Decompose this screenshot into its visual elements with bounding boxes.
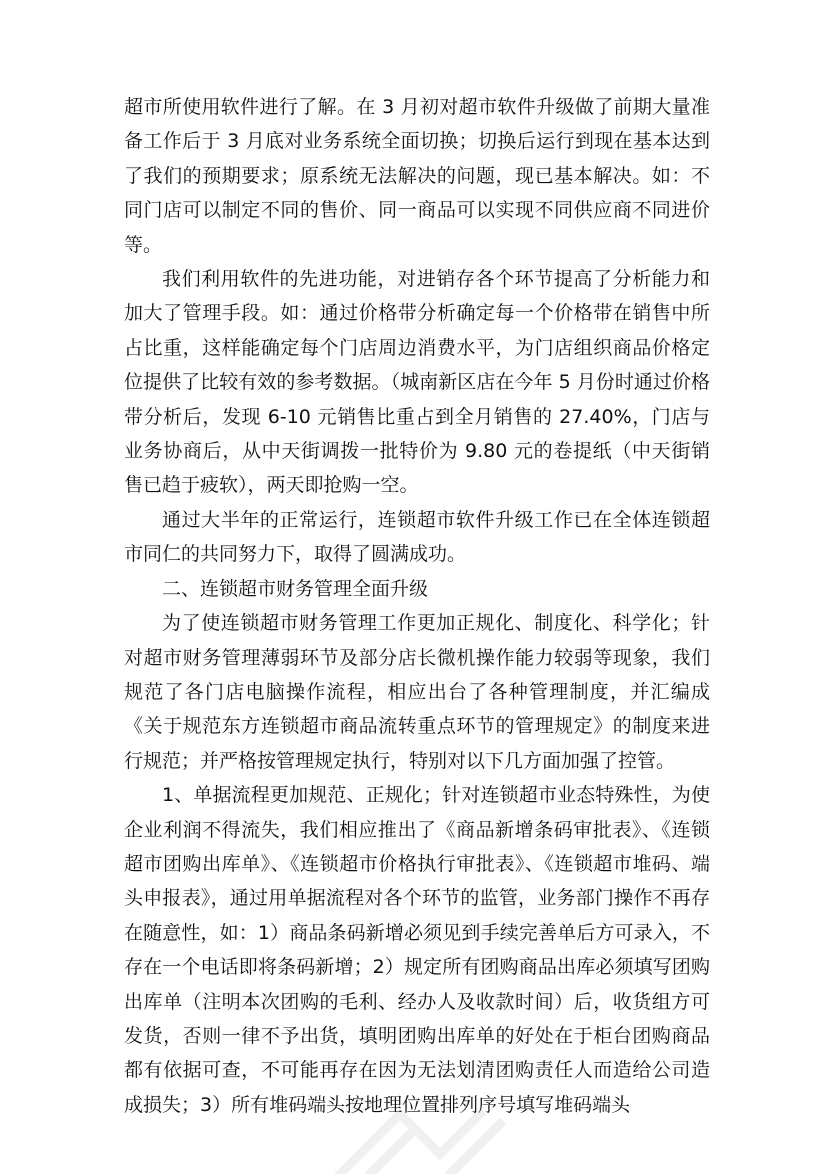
paragraph-finance-overview: 为了使连锁超市财务管理工作更加正规化、制度化、科学化；针对超市财务管理薄弱环节及部分店长微机操作能力较弱等现象，我们规范了各门店电脑操作流程，相应出台了各种管理制度，并汇编成《关于规范东方连锁超市商品流转重点环节的管理规定》的制度来进行规范；并严格按管理规定执行，特别对以下几方面加强了控管。: [124, 612, 710, 772]
document-body: [124, 90, 710, 1122]
paragraph-document-flow: 1、单据流程更加规范、正规化；针对连锁超市业态特殊性，为使企业利润不得流失，我们相应推出了《商品新增条码审批表》、《连锁超市团购出库单》、《连锁超市价格执行审批表》、《连锁超市堆码、端头申报表》，通过用单据流程对各个环节的监管，业务部门操作不再存在随意性，如：1）商品条码新增必须见到手续完善单后方可录入，不存在一个电话即将条码新增；2）规定所有团购商品出库必须填写团购出库单（注明本次团购的毛利、经办人及收款时间）后，收货组方可发货，否则一律不予出货，填明团购出库单的好处在于柜台团购商品都有依据可查，不可能再存在因为无法划清团购责任人而造给公司造成损失；3）所有堆码端头按地理位置排列序号填写堆码端头: [124, 784, 710, 1116]
paragraph-software-analysis: 我们利用软件的先进功能，对进销存各个环节提高了分析能力和加大了管理手段。如：通过价格带分析确定每一个价格带在销售中所占比重，这样能确定每个门店周边消费水平，为门店组织商品价格定位提供了比较有效的参考数据。（城南新区店在今年 5 月份时通过价格带分析后，发现 6-10 元销售比重占到全月销售的 27.40%，门店与业务协商后，从中天街调拨一批特价为 9.80 元的卷提纸（中天街销售已趋于疲软），两天即抢购一空。: [124, 268, 710, 497]
paragraph-software-intro: 超市所使用软件进行了解。在 3 月初对超市软件升级做了前期大量准备工作后于 3 月底对业务系统全面切换；切换后运行到现在基本达到了我们的预期要求；原系统无法解决的问题，现已基本解决。如：不同门店可以制定不同的售价、同一商品可以实现不同供应商不同进价等。: [124, 96, 710, 256]
watermark-graphic: [330, 1090, 510, 1174]
section-heading-finance: 二、连锁超市财务管理全面升级: [162, 577, 429, 600]
paragraph-software-result: 通过大半年的正常运行，连锁超市软件升级工作已在全体连锁超市同仁的共同努力下，取得了圆满成功。: [124, 508, 710, 566]
watermark-icon: [330, 1090, 510, 1174]
